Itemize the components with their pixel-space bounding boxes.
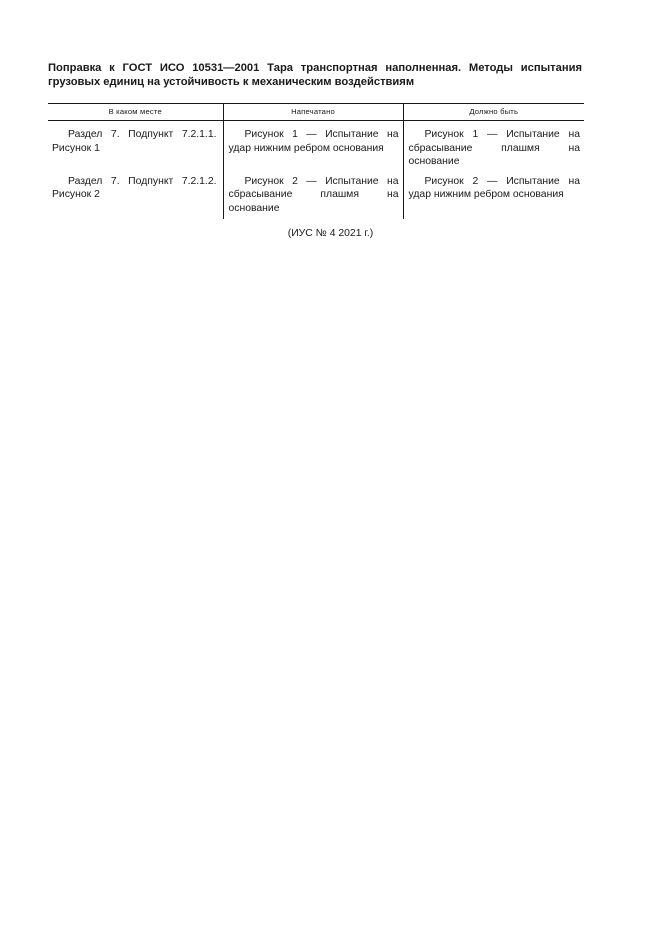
table-header-row [48, 104, 584, 121]
cell-where: Раздел 7. Подпункт 7.2.1.2. Рисунок 2 [52, 175, 217, 200]
publication-reference: (ИУС № 4 2021 г.) [287, 228, 374, 239]
table-row [48, 121, 584, 174]
cell-where: Раздел 7. Подпункт 7.2.1.1. Рисунок 1 [52, 129, 217, 154]
column-header-printed: Напечатано [223, 104, 403, 121]
correction-table [48, 103, 584, 219]
column-header-should-be: Должно быть [403, 104, 584, 121]
table-row [48, 174, 584, 220]
column-header-where: В каком месте [48, 104, 223, 121]
cell-should-be: Рисунок 2 — Испытание на удар нижним ребром основания [403, 174, 584, 220]
cell-should-be: Рисунок 1 — Испытание на сбрасывание плашмя на основание [403, 121, 584, 174]
cell-printed: Рисунок 1 — Испытание на удар нижним ребром основания [223, 121, 403, 174]
document-title: Поправка к ГОСТ ИСО 10531—2001 Тара транспортная наполненная. Методы испытания грузовых единиц на устойчивость к механическим воздействиям [48, 62, 582, 88]
cell-printed: Рисунок 2 — Испытание на сбрасывание плашмя на основание [223, 174, 403, 220]
